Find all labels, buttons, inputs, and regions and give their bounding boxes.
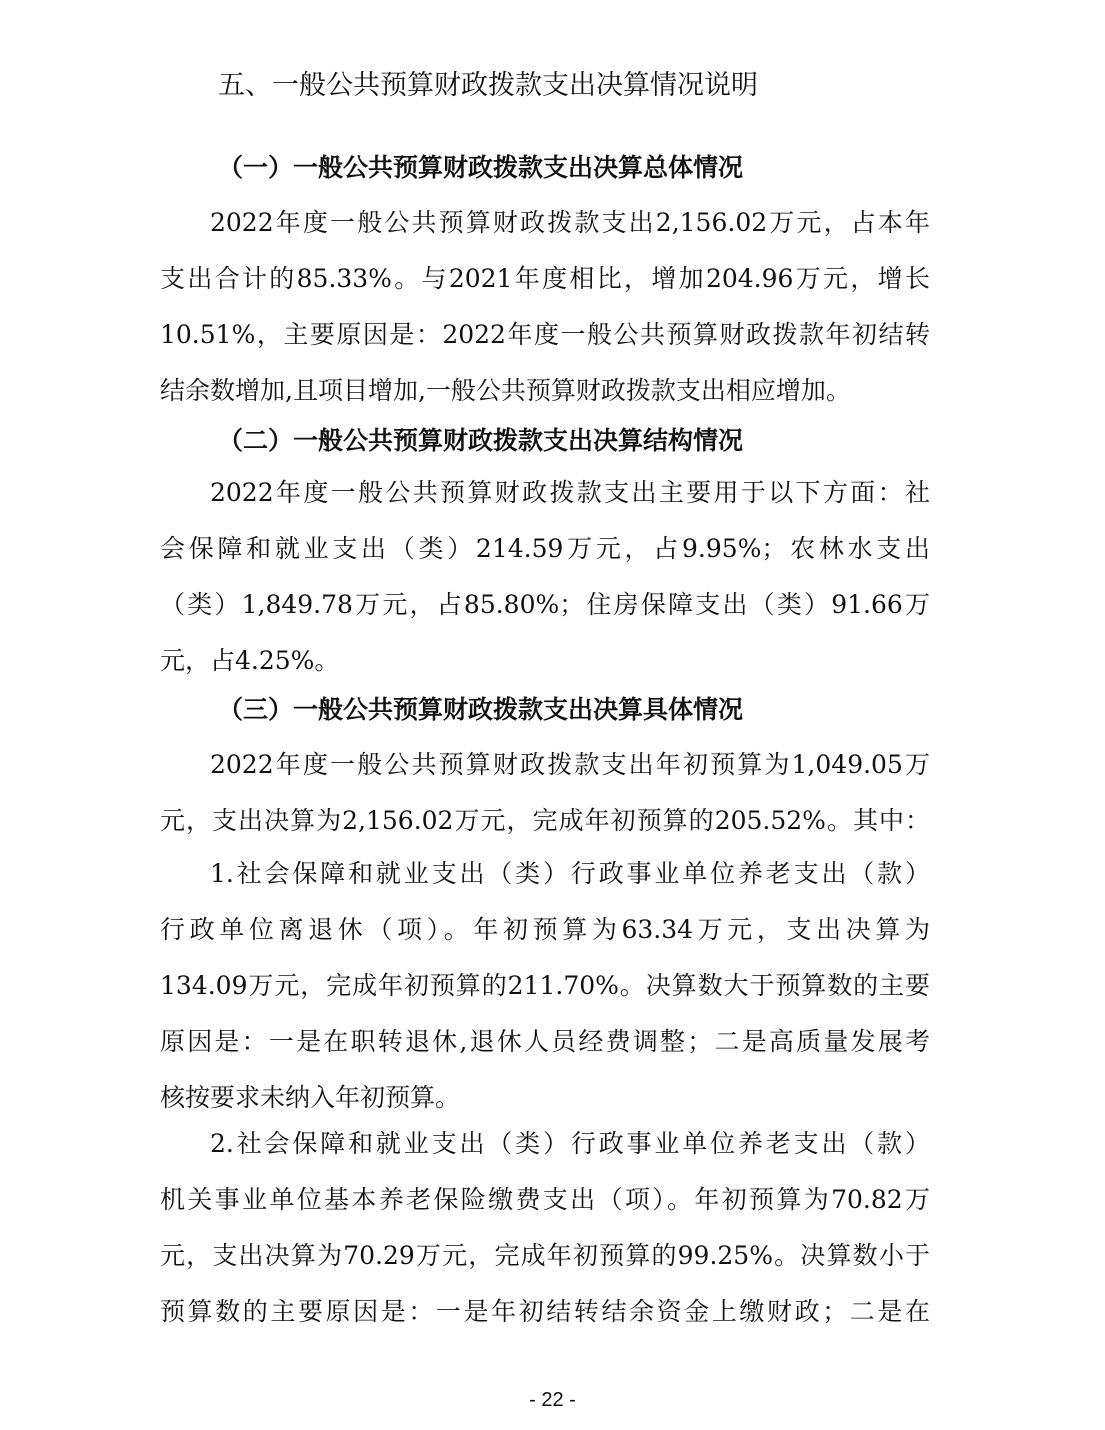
paragraph-line: 2.社会保障和就业支出（类）行政事业单位养老支出（款） <box>210 1129 930 1158</box>
paragraph-line: 结余数增加,且项目增加,一般公共预算财政拨款支出相应增加。 <box>160 376 851 405</box>
paragraph-line: 元，占4.25%。 <box>160 646 340 675</box>
section-title: 五、一般公共预算财政拨款支出决算情况说明 <box>218 70 758 101</box>
subsection-heading-details: （三）一般公共预算财政拨款支出决算具体情况 <box>218 695 744 724</box>
item-2-paragraph <box>160 1116 930 1340</box>
item-1-paragraph <box>160 846 930 1126</box>
paragraph-line: 1.社会保障和就业支出（类）行政事业单位养老支出（款） <box>210 859 930 888</box>
paragraph-line: 行政单位离退休（项）。年初预算为63.34万元，支出决算为 <box>160 915 930 944</box>
subsection-heading-overall: （一）一般公共预算财政拨款支出决算总体情况 <box>218 153 744 182</box>
paragraph-overall <box>160 195 930 419</box>
paragraph-details <box>160 737 930 849</box>
paragraph-line: 元，支出决算为70.29万元，完成年初预算的99.25%。决算数小于 <box>160 1241 930 1270</box>
paragraph-line: 2022年度一般公共预算财政拨款支出年初预算为1,049.05万 <box>210 750 930 779</box>
paragraph-line: 原因是：一是在职转退休,退休人员经费调整；二是高质量发展考 <box>160 1027 930 1056</box>
subsection-heading-structure: （二）一般公共预算财政拨款支出决算结构情况 <box>218 426 744 455</box>
paragraph-line: 预算数的主要原因是：一是年初结转结余资金上缴财政；二是在 <box>160 1297 930 1326</box>
paragraph-line: 会保障和就业支出（类）214.59万元，占9.95%；农林水支出 <box>160 534 930 563</box>
paragraph-line: 2022年度一般公共预算财政拨款支出主要用于以下方面：社 <box>210 478 930 507</box>
paragraph-line: 10.51%，主要原因是：2022年度一般公共预算财政拨款年初结转 <box>160 320 930 349</box>
paragraph-line: 2022年度一般公共预算财政拨款支出2,156.02万元，占本年 <box>210 208 930 237</box>
paragraph-line: （类）1,849.78万元，占85.80%；住房保障支出（类）91.66万 <box>160 590 930 619</box>
paragraph-line: 134.09万元，完成年初预算的211.70%。决算数大于预算数的主要 <box>160 971 930 1000</box>
paragraph-line: 元，支出决算为2,156.02万元，完成年初预算的205.52%。其中： <box>160 806 930 835</box>
paragraph-line: 核按要求未纳入年初预算。 <box>160 1083 461 1112</box>
page-number: - 22 - <box>529 1389 576 1411</box>
paragraph-structure <box>160 465 930 689</box>
paragraph-line: 机关事业单位基本养老保险缴费支出（项）。年初预算为70.82万 <box>160 1185 930 1214</box>
paragraph-line: 支出合计的85.33%。与2021年度相比，增加204.96万元，增长 <box>160 264 930 293</box>
